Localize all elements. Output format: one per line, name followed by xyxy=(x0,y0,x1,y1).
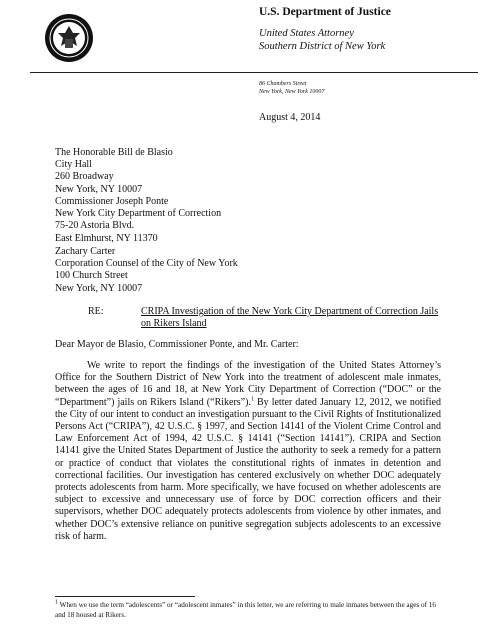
footnote xyxy=(55,601,445,620)
body-text-part-2: By letter dated January 12, 2012, we notified the City of our intent to conduct an investigation pursuant to the Civil Rights of Institutionalized Persons Act (“CRIPA”), 42 U.S.C. § 1997, and Section 14141 of the Violent Crime Control and Law Enforcement Act of 1994, 42 U.S.C. § 14141 (“Section 14141”). CRIPA and Section 14141 give the United States Department of Justice the authority to seek a remedy for a pattern or practice of conduct that violates the constitutional rights of inmates in detention and correctional facilities. Our investigation has centered exclusively on whether DOC adequately protects adolescents from harm. More specifically, we have focused on whether adolescents are subject to excessive and unnecessary use of force by DOC correction officers and their supervisors, whether DOC adequately protects adolescents from violence by other inmates, and whether DOC’s extensive reliance on punitive segregation subjects adolescents to an excessive risk of harm. xyxy=(55,396,441,542)
recipient-line: East Elmhurst, NY 11370 xyxy=(55,232,158,244)
recipient-mayor xyxy=(55,147,173,196)
body-text-part-1: We write to report the findings of the investigation of the United States Attorney’s Office for the Southern District of New York into the treatment of adolescent male inmates, between the ages of 16 and 18, at New York City Department of Correction (“DOC” or the “Department”) jails on Rikers Island (“Rikers”). xyxy=(55,360,441,408)
recipient-line: New York, NY 10007 xyxy=(55,282,143,294)
recipient-line: 260 Broadway xyxy=(55,171,114,183)
re-label: RE: xyxy=(88,306,104,317)
recipient-line: Commissioner Joseph Ponte xyxy=(55,196,169,207)
footnote-text: When we use the term “adolescents” or “adolescent inmates” in this letter, we are referring to male inmates between the ages of 16 and 18 housed at Rikers. xyxy=(55,601,436,619)
recipient-line: City Hall xyxy=(55,159,92,171)
recipient-line: 75-20 Astoria Blvd. xyxy=(55,220,135,232)
address-line-2: New York, New York 10007 xyxy=(259,89,325,95)
recipient-corporation-counsel xyxy=(55,246,238,295)
body-paragraph xyxy=(55,360,441,543)
letter-date: August 4, 2014 xyxy=(259,112,321,123)
office-line-1: United States Attorney xyxy=(259,28,354,39)
footnote-marker: 1 xyxy=(55,599,58,606)
recipient-line: New York City Department of Correction xyxy=(55,208,222,220)
address-line-1: 86 Chambers Street xyxy=(259,81,307,87)
footnote-reference[interactable]: 1 xyxy=(250,396,254,403)
doj-seal-logo xyxy=(44,13,94,63)
re-subject: CRIPA Investigation of the New York City Department of Correction Jails on Rikers Island xyxy=(141,306,439,329)
footnote-divider xyxy=(55,596,195,597)
recipient-line: Zachary Carter xyxy=(55,246,116,257)
office-line-2: Southern District of New York xyxy=(259,41,386,52)
recipient-line: Corporation Counsel of the City of New York xyxy=(55,258,238,270)
recipient-line: New York, NY 10007 xyxy=(55,183,143,195)
office-address xyxy=(259,80,324,96)
department-name: U.S. Department of Justice xyxy=(259,6,391,18)
recipient-commissioner xyxy=(55,196,221,245)
salutation: Dear Mayor de Blasio, Commissioner Ponte, and Mr. Carter: xyxy=(55,339,299,350)
letterhead-divider xyxy=(30,72,478,73)
office-name xyxy=(259,27,385,53)
recipient-line: 100 Church Street xyxy=(55,270,128,282)
recipient-line: The Honorable Bill de Blasio xyxy=(55,147,173,158)
